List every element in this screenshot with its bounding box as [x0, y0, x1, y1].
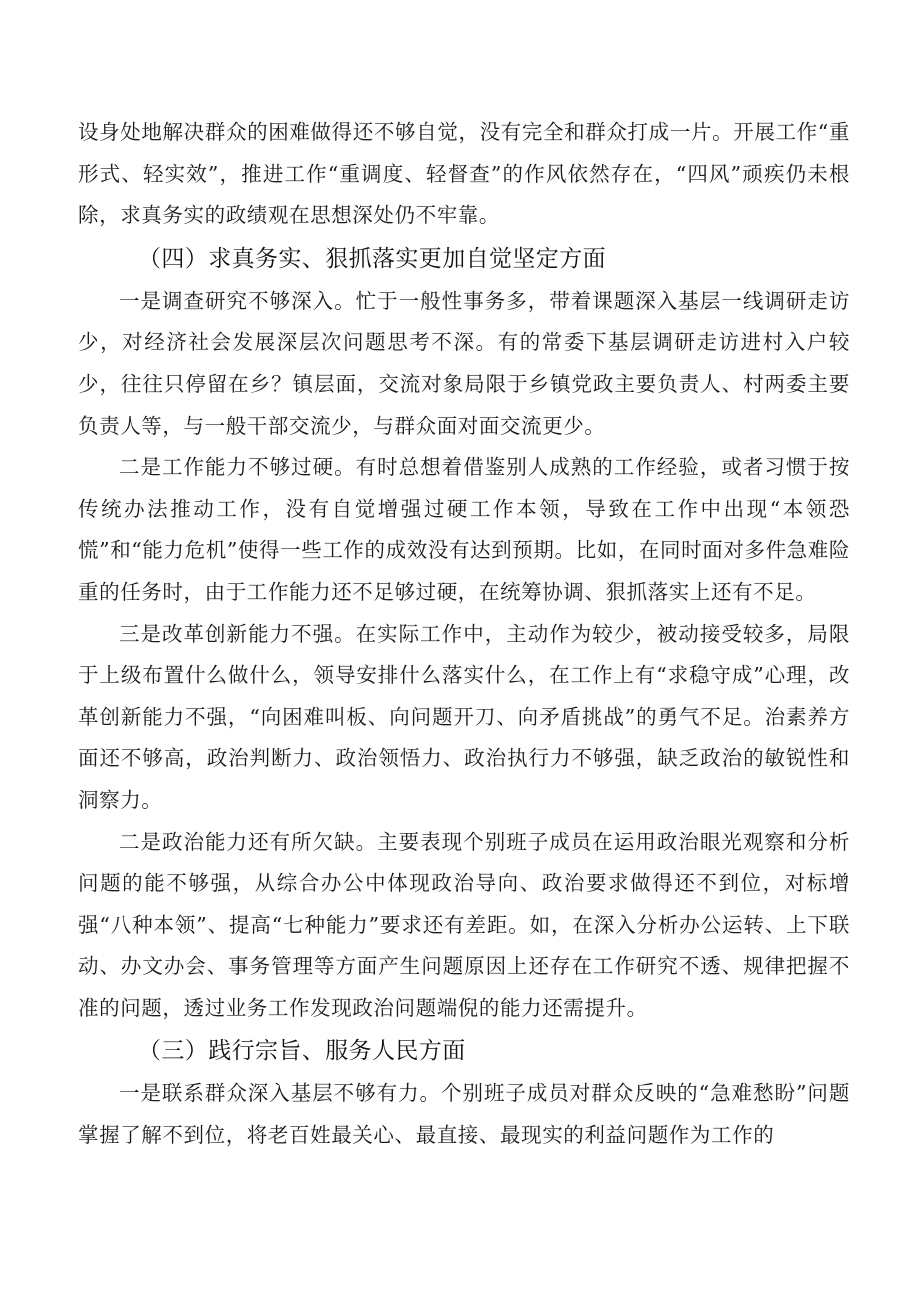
document-page: [78, 112, 850, 1157]
paragraph-political-ability: 二是政治能力还有所欠缺。主要表现个别班子成员在运用政治眼光观察和分析问题的能不够强，从综合办公中体现政治导向、政治要求做得还不到位，对标增强“八种本领”、提高“七种能力”要求还有差距。如，在深入分析办公运转、上下联动、办文办会、事务管理等方面产生问题原因上还存在工作研究不透、规律把握不准的问题，透过业务工作发现政治问题端倪的能力还需提升。: [78, 829, 850, 1020]
paragraph-reform-innovation: 三是改革创新能力不强。在实际工作中，主动作为较少，被动接受较多，局限于上级布置什么做什么，领导安排什么落实什么，在工作上有“求稳守成”心理，改革创新能力不强，“向困难叫板、向问题开刀、向矛盾挑战”的勇气不足。治素养方面还不够高，政治判断力、政治领悟力、政治执行力不够强，缺乏政治的敏锐性和洞察力。: [78, 621, 850, 812]
section-heading-four: （四）求真务实、狠抓落实更加自觉坚定方面: [138, 245, 606, 272]
paragraph-contact-masses: 一是联系群众深入基层不够有力。个别班子成员对群众反映的“急难愁盼”问题掌握了解不到位，将老百姓最关心、最直接、最现实的利益问题作为工作的: [78, 1081, 850, 1148]
section-heading-three: （三）践行宗旨、服务人民方面: [138, 1038, 466, 1065]
paragraph-work-ability: 二是工作能力不够过硬。有时总想着借鉴别人成熟的工作经验，或者习惯于按传统办法推动工作，没有自觉增强过硬工作本领，导致在工作中出现“本领恐慌”和“能力危机”使得一些工作的成效没有达到预期。比如，在同时面对多件急难险重的任务时，由于工作能力还不足够过硬，在统筹协调、狠抓落实上还有不足。: [78, 455, 850, 604]
paragraph-research: 一是调查研究不够深入。忙于一般性事务多，带着课题深入基层一线调研走访少，对经济社会发展深层次问题思考不深。有的常委下基层调研走访进村入户较少，往往只停留在乡？镇层面，交流对象局限于乡镇党政主要负责人、村两委主要负责人等，与一般干部交流少，与群众面对面交流更少。: [78, 288, 850, 438]
paragraph-work-style: 设身处地解决群众的困难做得还不够自觉，没有完全和群众打成一片。开展工作“重形式、轻实效”，推进工作“重调度、轻督查”的作风依然存在，“四风”顽疾仍未根除，求真务实的政绩观在思想深处仍不牢靠。: [78, 120, 850, 228]
